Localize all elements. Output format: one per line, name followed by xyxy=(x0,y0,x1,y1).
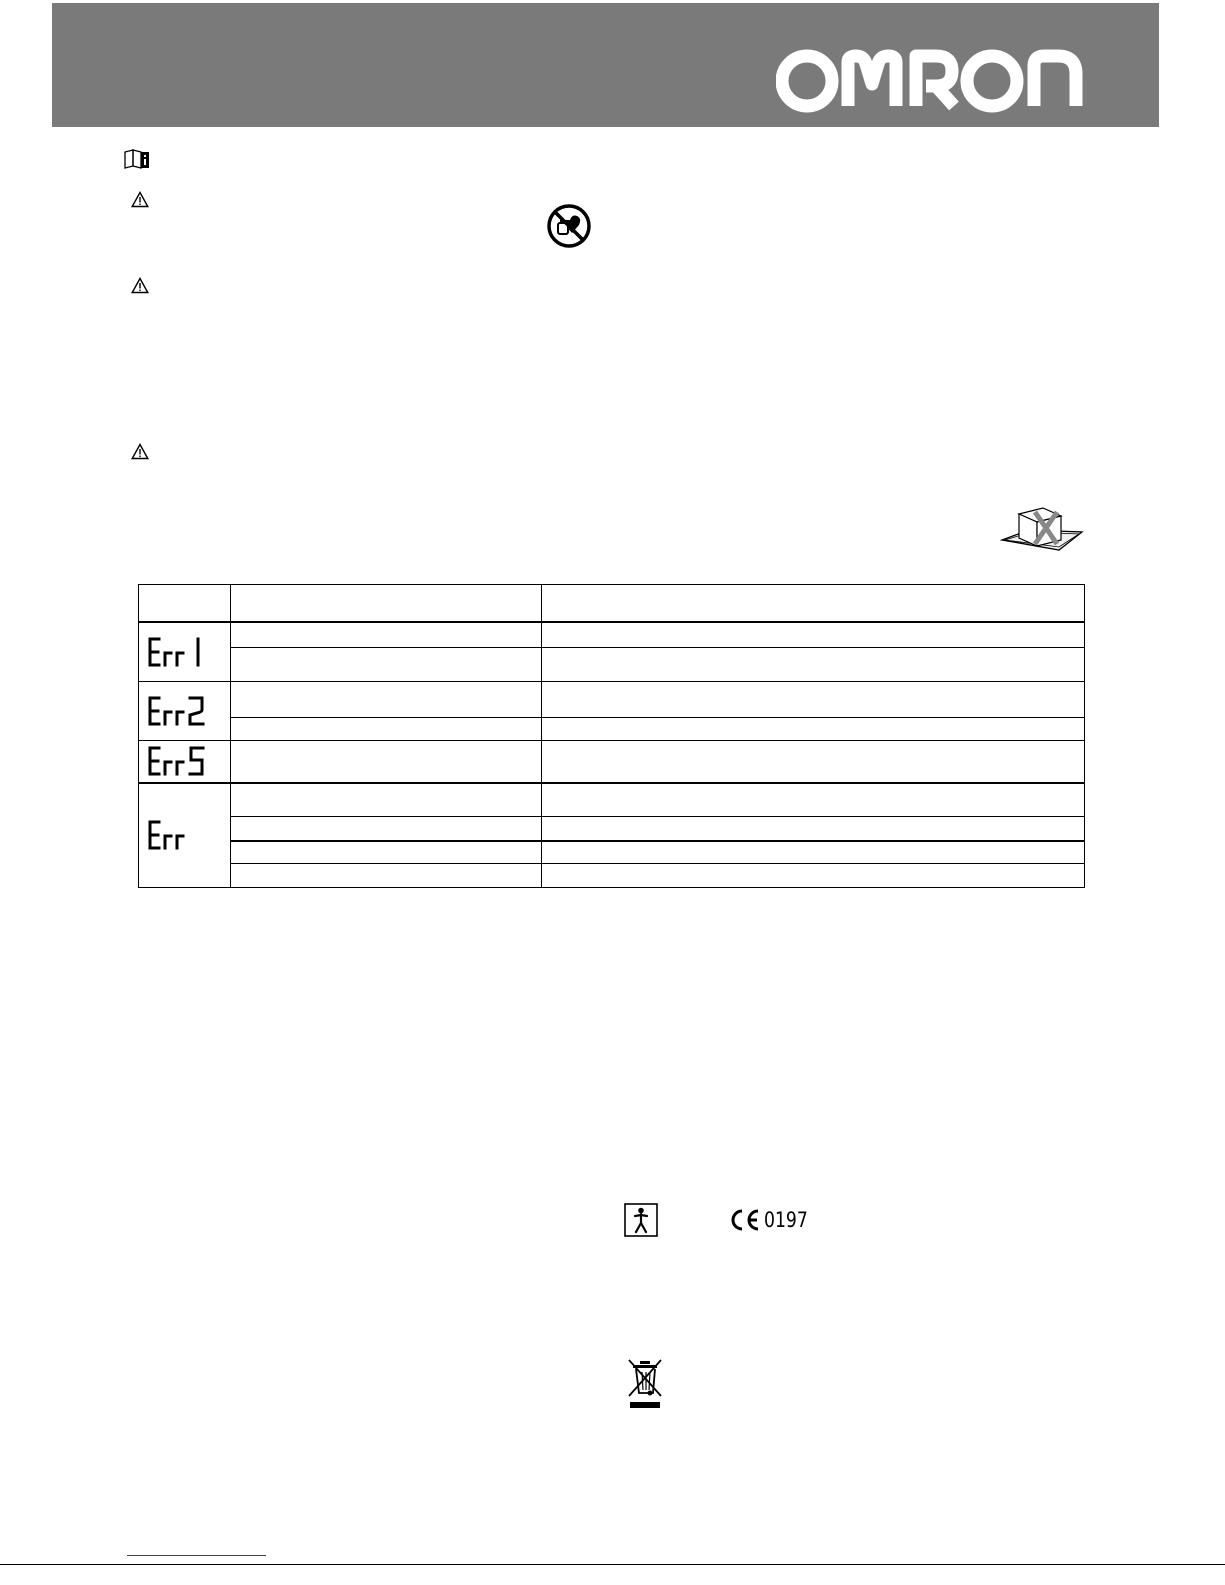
table-row xyxy=(139,817,1085,841)
error-code-err1 xyxy=(139,622,231,681)
no-pacemaker-icon xyxy=(546,203,592,254)
remedy-cell xyxy=(542,682,1085,717)
type-bf-applied-part-icon xyxy=(624,1203,658,1242)
error-code-err xyxy=(139,783,231,888)
cause-cell xyxy=(231,648,542,682)
notified-body-number: 0197 xyxy=(764,1208,808,1232)
header-cell-remedy xyxy=(542,585,1085,623)
footer-rule xyxy=(0,1564,1225,1565)
ce-logo xyxy=(729,1209,761,1231)
table-row xyxy=(139,648,1085,682)
remedy-cell xyxy=(542,863,1085,887)
error-table xyxy=(138,584,1085,888)
warning-triangle-icon xyxy=(131,277,149,299)
table-row xyxy=(139,682,1085,717)
error-code-err2 xyxy=(139,682,231,740)
table-row xyxy=(139,863,1085,887)
cause-cell xyxy=(231,740,542,782)
cause-cell xyxy=(231,717,542,740)
lcd-err-display xyxy=(147,818,209,852)
remedy-cell xyxy=(542,783,1085,817)
no-box-packaging-icon xyxy=(999,500,1085,563)
omron-logo xyxy=(776,44,1088,114)
ce-mark xyxy=(729,1208,817,1232)
table-row xyxy=(139,783,1085,817)
cause-cell xyxy=(231,817,542,841)
cause-cell xyxy=(231,863,542,887)
remedy-cell xyxy=(542,717,1085,740)
remedy-cell xyxy=(542,841,1085,863)
header-cell-code xyxy=(139,585,231,623)
crossed-out-bin-icon xyxy=(626,1357,664,1416)
table-row xyxy=(139,622,1085,647)
lcd-err1-display xyxy=(147,635,209,669)
remedy-cell xyxy=(542,622,1085,647)
read-instructions-icon xyxy=(124,149,150,174)
cause-cell xyxy=(231,622,542,647)
table-header-row xyxy=(139,585,1085,623)
cause-cell xyxy=(231,682,542,717)
remedy-cell xyxy=(542,740,1085,782)
table-row xyxy=(139,841,1085,863)
warning-triangle-icon xyxy=(131,191,149,213)
lcd-err2-display xyxy=(147,694,209,728)
header-cell-cause xyxy=(231,585,542,623)
table-row xyxy=(139,740,1085,782)
error-code-err5 xyxy=(139,740,231,782)
cause-cell xyxy=(231,841,542,863)
table-row xyxy=(139,717,1085,740)
remedy-cell xyxy=(542,648,1085,682)
lcd-err5-display xyxy=(147,744,209,778)
omron-logo-graphic xyxy=(776,44,1088,114)
footer-link-underline xyxy=(127,1553,266,1556)
remedy-cell xyxy=(542,817,1085,841)
warning-triangle-icon xyxy=(131,443,149,465)
cause-cell xyxy=(231,783,542,817)
